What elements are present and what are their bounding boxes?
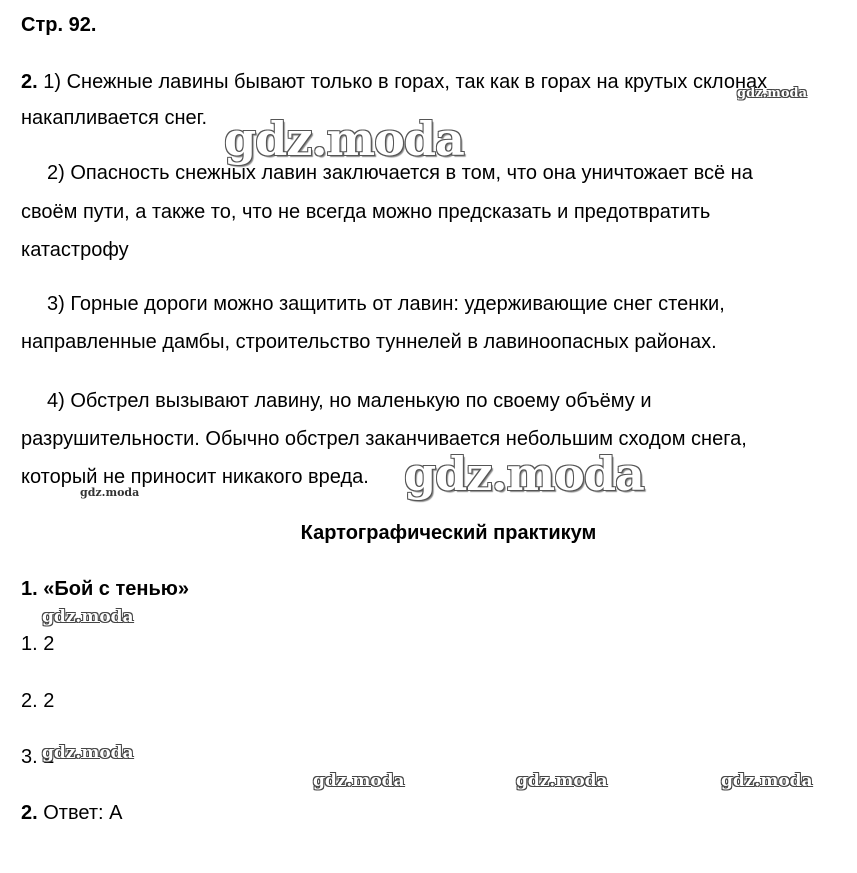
task2-item1-line1 <box>21 70 767 94</box>
watermark-logo: gdz.moda <box>42 743 134 763</box>
task2-item2-line1: 2) Опасность снежных лавин заключается в том, что она уничтожает всё на <box>47 162 753 184</box>
watermark-logo: gdz.moda <box>313 771 405 791</box>
answer-3: 3. 2 <box>21 746 55 768</box>
practicum-title: Картографический практикум <box>300 522 597 544</box>
task2-number: 2. <box>21 71 38 93</box>
task2-item2-line2: своём пути, а также то, что не всегда можно предсказать и предотвратить <box>21 201 711 223</box>
task2-item3-line1: 3) Горные дороги можно защитить от лавин: удерживающие снег стенки, <box>47 293 725 315</box>
answer-2: 2. 2 <box>21 690 55 712</box>
section2-number: 2. <box>21 802 38 824</box>
watermark-logo: gdz.moda <box>80 486 140 499</box>
answer-1: 1. 2 <box>21 633 55 655</box>
section2-answer <box>21 801 122 825</box>
task2-item4-line1: 4) Обстрел вызывают лавину, но маленькую по своему объёму и <box>47 390 652 412</box>
watermark-logo: gdz.moda <box>42 607 134 627</box>
watermark-logo: gdz.moda <box>404 447 644 501</box>
watermark-logo: gdz.moda <box>224 112 464 166</box>
section1-title: 1. «Бой с тенью» <box>21 578 189 600</box>
task2-item4-line3: который не приносит никакого вреда. <box>21 466 369 488</box>
task2-item2-line3: катастрофу <box>21 239 129 261</box>
task2-item1-text1: 1) Снежные лавины бывают только в горах, так как в горах на крутых склонах <box>43 71 768 93</box>
watermark-logo: gdz.moda <box>737 86 808 101</box>
page-number-heading: Стр. 92. <box>21 14 97 36</box>
watermark-logo: gdz.moda <box>721 771 813 791</box>
watermark-logo: gdz.moda <box>516 771 608 791</box>
task2-item1-line2: накапливается снег. <box>21 107 208 129</box>
task2-item4-line2: разрушительности. Обычно обстрел заканчивается небольшим сходом снега, <box>21 428 747 450</box>
section2-answer-text: Ответ: А <box>37 802 123 824</box>
task2-item3-line2: направленные дамбы, строительство туннелей в лавиноопасных районах. <box>21 331 717 353</box>
